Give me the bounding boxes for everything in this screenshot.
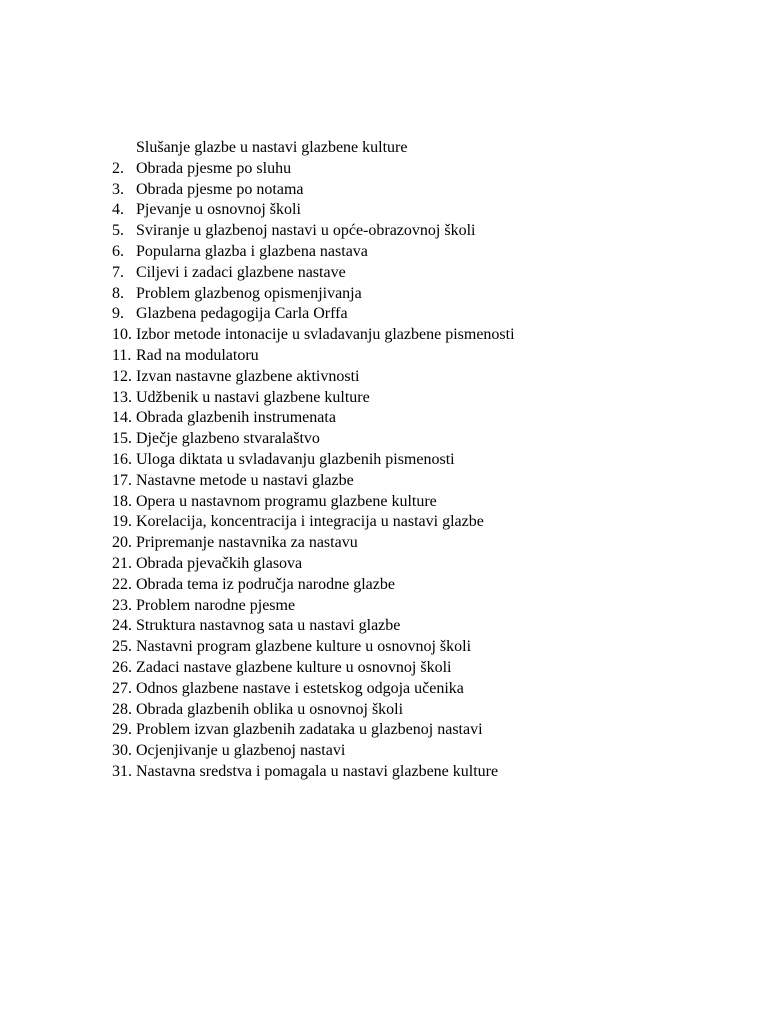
list-item [112,180,712,201]
list-item [112,304,712,325]
list-item-number: 20. [112,534,132,552]
list-item [112,492,712,513]
list-item-number: 16. [112,450,132,468]
list-item-number: 31. [112,762,132,780]
list-item-text: Korelacija, koncentracija i integracija u nastavi glazbe [136,513,484,531]
list-item [112,637,712,658]
list-item-text: Obrada pjesme po sluhu [136,159,292,177]
list-item-number: 25. [112,638,132,656]
list-item-number: 26. [112,658,132,676]
list-item-text: Glazbena pedagogija Carla Orffa [136,305,348,323]
list-item [112,512,712,533]
list-item-number: 8. [112,284,124,302]
list-item-number [112,138,136,159]
list-item-text: Ocjenjivanje u glazbenoj nastavi [136,742,346,760]
list-item-text: Izvan nastavne glazbene aktivnosti [136,367,360,385]
list-item-text: Pripremanje nastavnika za nastavu [136,534,358,552]
list-item [112,200,712,221]
list-item [112,263,712,284]
list-item-text: Problem izvan glazbenih zadataka u glazbenoj nastavi [136,721,483,739]
list-item-text: Odnos glazbene nastave i estetskog odgoja učenika [136,679,464,697]
list-item-number: 2. [112,159,124,177]
list-item [112,616,712,637]
list-item [112,720,712,741]
list-item [112,741,712,762]
list-item-text: Rad na modulatoru [136,346,259,364]
list-item-number: 4. [112,201,124,219]
list-item [112,325,712,346]
list-item-text: Nastavna sredstva i pomagala u nastavi glazbene kulture [136,762,499,780]
list-item-text: Nastavni program glazbene kulture u osnovnoj školi [136,638,472,656]
list-item [112,471,712,492]
list-item [112,367,712,388]
list-item [112,762,712,783]
list-item-number: 18. [112,492,132,510]
list-item [112,242,712,263]
list-item [112,554,712,575]
list-item [112,159,712,180]
list-item-number: 23. [112,596,132,614]
list-item-text: Nastavne metode u nastavi glazbe [136,471,354,489]
list-item-number: 24. [112,617,132,635]
list-item-text: Obrada pjevačkih glasova [136,554,303,572]
list-item-number: 19. [112,513,132,531]
list-item-number: 30. [112,742,132,760]
list-item-number: 15. [112,430,132,448]
list-item-number: 13. [112,388,132,406]
list-item-number: 10. [112,326,132,344]
list-item [112,346,712,367]
list-item-number: 21. [112,554,132,572]
list-item-text: Izbor metode intonacije u svladavanju glazbene pismenosti [136,326,515,344]
list-item [112,388,712,409]
list-item-text: Sviranje u glazbenoj nastavi u opće-obrazovnoj školi [136,222,476,240]
list-item-number: 29. [112,721,132,739]
list-item-number: 12. [112,367,132,385]
list-item-text: Opera u nastavnom programu glazbene kulture [136,492,437,510]
list-item-number: 3. [112,180,124,198]
list-item-text: Struktura nastavnog sata u nastavi glazbe [136,617,401,635]
list-item-text: Zadaci nastave glazbene kulture u osnovnoj školi [136,658,452,676]
list-item-text: Problem glazbenog opismenjivanja [136,284,362,302]
list-item [112,575,712,596]
list-item [112,533,712,554]
list-item [112,408,712,429]
list-item [112,596,712,617]
list-item-number: 17. [112,471,132,489]
list-item-text: Popularna glazba i glazbena nastava [136,242,368,260]
list-item [112,284,712,305]
list-item [112,138,712,159]
list-item [112,450,712,471]
list-item [112,679,712,700]
list-item-number: 6. [112,242,124,260]
list-item-text: Obrada glazbenih instrumenata [136,409,336,427]
list-item-text: Obrada tema iz područja narodne glazbe [136,575,395,593]
list-item-text: Obrada pjesme po notama [136,180,304,198]
list-item-text: Ciljevi i zadaci glazbene nastave [136,263,346,281]
list-item-number: 28. [112,700,132,718]
list-item-number: 7. [112,263,124,281]
list-item-number: 11. [112,346,132,364]
list-item-number: 9. [112,305,124,323]
list-item-text: Obrada glazbenih oblika u osnovnoj školi [136,700,404,718]
list-item [112,700,712,721]
list-item-text: Uloga diktata u svladavanju glazbenih pismenosti [136,450,455,468]
list-item-text: Dječje glazbeno stvaralaštvo [136,430,320,448]
list-item [112,429,712,450]
list-item-number: 27. [112,679,132,697]
list-item [112,658,712,679]
list-item [112,221,712,242]
list-item-number: 22. [112,575,132,593]
list-item-number: 5. [112,222,124,240]
list-item-text: Pjevanje u osnovnoj školi [136,201,301,219]
topic-list [112,138,712,783]
list-item-text: Problem narodne pjesme [136,596,296,614]
list-item-text: Slušanje glazbe u nastavi glazbene kulture [136,139,408,156]
list-item-number: 14. [112,409,132,427]
list-item-text: Udžbenik u nastavi glazbene kulture [136,388,370,406]
